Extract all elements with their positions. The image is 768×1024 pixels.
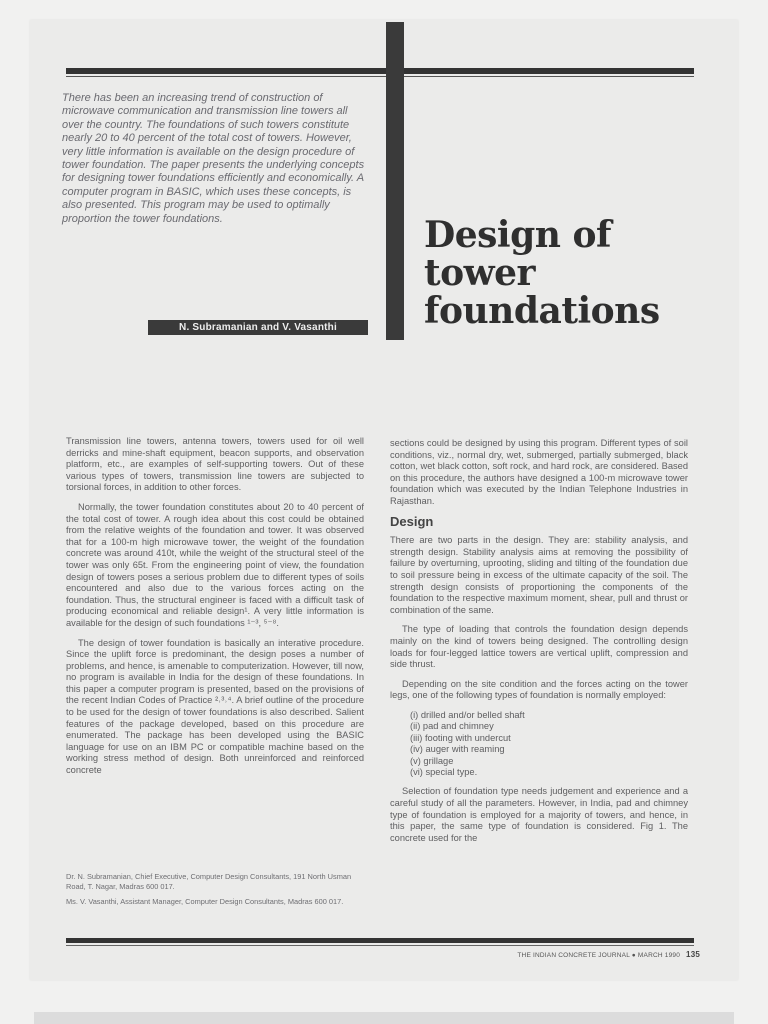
paragraph: Transmission line towers, antenna towers, towers used for oil well derricks and mine-shaft equipment, beacon supports, and observation platform, etc., are examples of self-supporting towers. Out of these various types of towers, transmission line towers are subjected to torsional forces, in addition to other forces. [66, 436, 364, 493]
paragraph: The type of loading that controls the foundation design depends mainly on the kind of towers being designed. The controlling design loads for four-legged lattice towers are vertical uplift, compression and side thrust. [390, 624, 688, 670]
left-column [66, 436, 364, 785]
journal-name: THE INDIAN CONCRETE JOURNAL ● MARCH 1990 [517, 952, 681, 959]
bottom-rule-thin [66, 945, 694, 946]
footnote: Dr. N. Subramanian, Chief Executive, Computer Design Consultants, 191 North Usman Road, T. Nagar, Madras 600 017. [66, 872, 352, 891]
footnote: Ms. V. Vasanthi, Assistant Manager, Computer Design Consultants, Madras 600 017. [66, 897, 344, 907]
authors: N. Subramanian and V. Vasanthi [148, 320, 368, 335]
list-item: (v) grillage [410, 755, 454, 766]
section-heading: Design [390, 513, 434, 529]
paragraph: Selection of foundation type needs judgement and experience and a careful study of all the parameters. However, in India, pad and chimney type of foundation is employed for a majority of towers, and hence, in this paper, the same type of foundation is considered. Fig 1. The concrete used for the [390, 786, 688, 843]
right-column [390, 438, 688, 852]
title-line: foundations [424, 290, 660, 332]
list-item: (i) drilled and/or belled shaft [410, 709, 525, 720]
list-item: (iii) footing with undercut [410, 732, 511, 743]
article-title [424, 216, 724, 330]
list-item: (ii) pad and chimney [410, 721, 494, 732]
title-line: Design of [424, 214, 611, 256]
top-rule-thin [66, 76, 694, 77]
abstract: There has been an increasing trend of construction of microwave communication and transmission line towers all over the country. The foundations of such towers constitute nearly 20 to 40 percent of the total cost of towers. However, very little information is available on the design procedure of tower foundation. The paper presents the underlying concepts for designing tower foundations efficiently and economically. A computer program in BASIC, which uses these concepts, is also presented. This program may be used to optimally proportion the tower foundations. [62, 92, 365, 225]
bottom-rule [66, 938, 694, 943]
footnotes [66, 872, 366, 913]
journal-page [30, 20, 738, 980]
paragraph: sections could be designed by using this program. Different types of soil conditions, viz., normal dry, wet, submerged, partially submerged, black cotton, wet black cotton, soft rock, and hard rock, are considered. Based on this procedure, the authors have designed a 100-m microwave tower foundation which was executed by the Indian Telephone Industries in Rajasthan. [390, 438, 688, 506]
foundation-types-list [410, 710, 688, 778]
top-rule [66, 68, 694, 74]
page-footer [517, 950, 700, 959]
paragraph: Depending on the site condition and the forces acting on the tower legs, one of the following types of foundation is normally employed: [390, 678, 688, 701]
list-item: (vi) special type. [410, 766, 478, 777]
next-page-edge [34, 1012, 734, 1024]
paragraph: There are two parts in the design. They are: stability analysis, and strength design. Stability analysis aims at removing the possibility of failure by overturning, uprooting, sliding and tilting of the foundation due to soil pressure being in excess of the ultimate capacity of the soil. The strength design consists of proportioning the components of the foundation to the respective maximum moment, shear, pull and thrust or combination of the same. [390, 535, 688, 615]
vertical-bar [386, 22, 404, 340]
list-item: (iv) auger with reaming [410, 744, 505, 755]
title-line: tower [424, 252, 536, 294]
paragraph: The design of tower foundation is basically an interative procedure. Since the uplift force is predominant, the design poses a number of problems, and hence, is amenable to computerization. However, till now, no program is available in India for the design of these foundations. In this paper a computer program is presented, based on the provisions of the recent Indian Codes of Practice ²˒³˒⁴. A brief outline of the procedure to be used for the design of tower foundations is also described. Salient features of the package developed, based on this procedure are enumerated. The package has been developed using the BASIC language for use on an IBM PC or compatible machine based on the working stress method of design. Both unreinforced and reinforced concrete [66, 637, 364, 776]
paragraph: Normally, the tower foundation constitutes about 20 to 40 percent of the total cost of tower. A rough idea about this cost could be obtained from the relative weights of the foundation and tower. It was observed that for a 100-m high microwave tower, the weight of the foundation concrete was around 410t, while the weight of the structural steel of the tower was only 65t. From the engineering point of view, the foundation design of towers poses a serious problem due to different types of soils encountered and also due to the various forces acting on the foundation. Thus, the structural engineer is faced with a difficult task of producing economical and reliable design¹. A very little information is available for the design of such foundations ¹⁻³, ⁵⁻⁸. [66, 501, 364, 628]
page-number: 135 [686, 950, 700, 959]
